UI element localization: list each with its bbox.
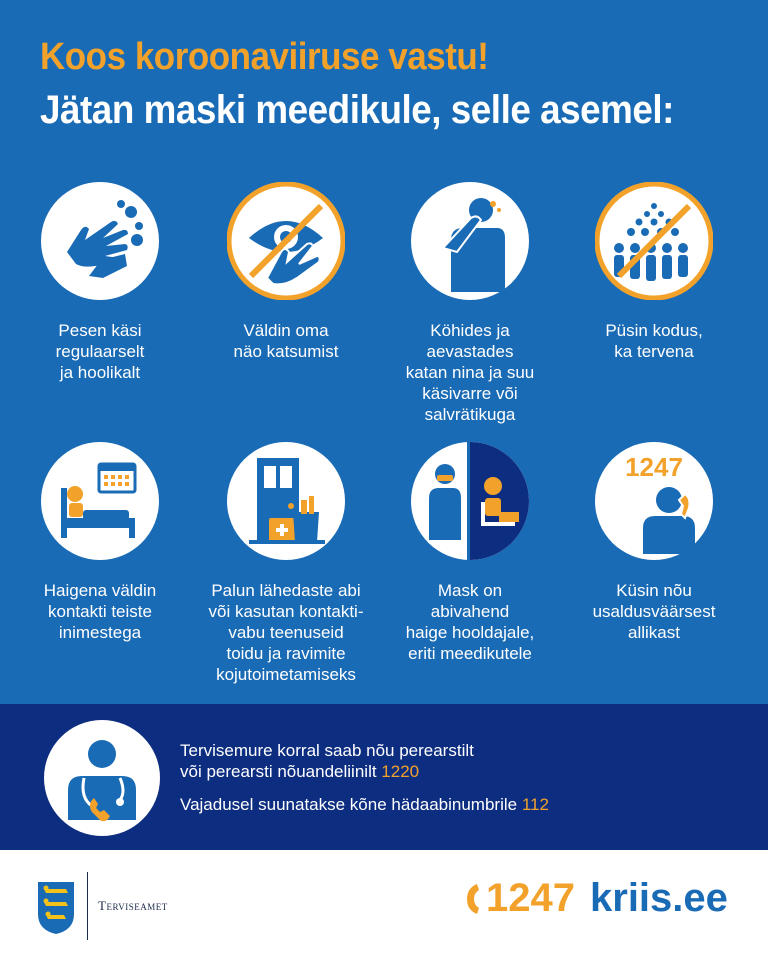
tip-label: Küsin nõu usaldusväärsest allikast xyxy=(592,581,716,642)
info-band xyxy=(0,704,768,850)
info-line2: või perearsti nõuandeliinilt xyxy=(180,762,382,781)
tip-label: Pesen käsi regulaarselt ja hoolikalt xyxy=(55,321,145,382)
tip-hand-washing xyxy=(10,182,190,383)
tip-label: Köhides ja aevastades katan nina ja suu käsivarre või salvrätikuga xyxy=(405,321,535,424)
no-crowd-icon xyxy=(595,182,713,300)
tip-ask-reliable-source xyxy=(564,442,744,643)
no-face-touching-icon xyxy=(227,182,345,300)
page-subtitle: Jätan maski meedikule, selle asemel: xyxy=(40,88,674,132)
hand-washing-icon xyxy=(41,182,159,300)
helpline-call-icon xyxy=(595,442,713,560)
contactless-delivery-icon xyxy=(227,442,345,560)
website-link[interactable]: kriis.ee xyxy=(590,876,728,920)
info-text xyxy=(180,740,474,782)
tip-label: Püsin kodus, ka tervena xyxy=(605,321,703,361)
tip-no-face-touching xyxy=(196,182,376,362)
tip-label: Mask on abivahend haige hooldajale, eriti meedikutele xyxy=(405,581,535,663)
tip-label: Väldin oma näo katsumist xyxy=(233,321,339,361)
hotline-number[interactable]: 1247 xyxy=(486,876,575,920)
tip-label: Palun lähedaste abi või kasutan kontakti- vabu teenuseid toidu ja ravimite kojutoimetamiseks xyxy=(208,581,364,684)
page-title: Koos koroonaviiruse vastu! xyxy=(40,36,489,78)
tip-label: Haigena väldin kontakti teiste inimestega xyxy=(43,581,157,642)
footer xyxy=(0,850,768,960)
helpline-number: 1247 xyxy=(625,452,683,482)
tip-cough-into-elbow xyxy=(380,182,560,425)
tip-mask-for-caregivers xyxy=(380,442,560,664)
tip-contactless-delivery xyxy=(196,442,376,685)
footer-divider xyxy=(87,872,88,940)
coat-of-arms-icon xyxy=(36,880,76,936)
sick-in-bed-icon xyxy=(41,442,159,560)
emergency-number[interactable]: 112 xyxy=(521,795,549,814)
organization-name: Terviseamet xyxy=(98,898,168,913)
emergency-text xyxy=(180,794,549,815)
doctor-phone-icon xyxy=(44,720,160,836)
mask-caregiver-icon xyxy=(411,442,529,560)
family-doctor-number[interactable]: 1220 xyxy=(381,762,420,781)
cough-into-elbow-icon xyxy=(411,182,529,300)
info-line1: Tervisemure korral saab nõu perearstilt xyxy=(180,741,474,760)
info-line3: Vajadusel suunatakse kõne hädaabinumbrile xyxy=(180,795,522,814)
phone-icon xyxy=(465,882,481,916)
tip-isolate-when-sick xyxy=(10,442,190,643)
tip-stay-home xyxy=(564,182,744,362)
